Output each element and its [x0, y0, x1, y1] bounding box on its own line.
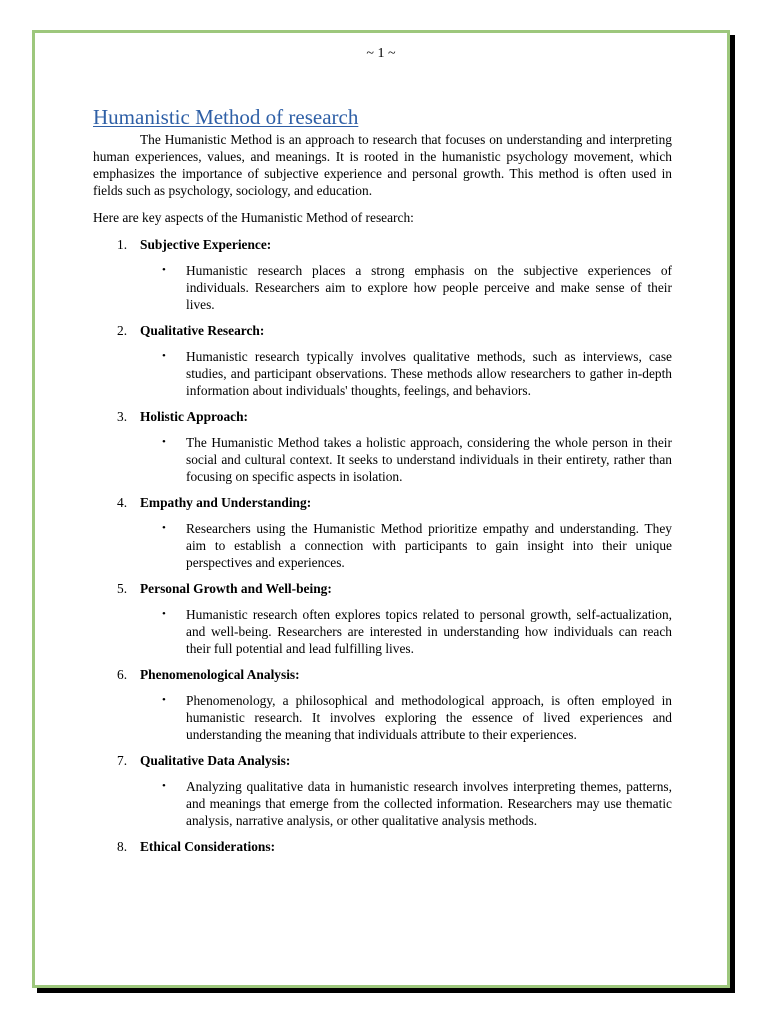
aspect-number: 1.: [117, 237, 128, 252]
aspect-item: [93, 752, 672, 829]
aspect-number: 7.: [117, 753, 128, 768]
bullet-text: Analyzing qualitative data in humanistic research involves interpreting themes, patterns, and meanings that emerge from the collected information. Researchers may use thematic analysis, narrative analysis, or other qualitative analysis methods.: [186, 779, 672, 828]
bullet-text: Researchers using the Humanistic Method prioritize empathy and understanding. They aim to establish a connection with participants to gain insight into their unique perspectives and experiences.: [186, 521, 672, 570]
bullet-item: [140, 778, 672, 829]
bullet-text: Humanistic research places a strong emphasis on the subjective experiences of individuals. Researchers aim to explore how people perceive and make sense of their lives.: [186, 263, 672, 312]
bullet-list: [140, 778, 672, 829]
bullet-text: Humanistic research often explores topics related to personal growth, self-actualization, and well-being. Researchers are interested in understanding how individuals can reach their full potential and lead fulfilling lives.: [186, 607, 672, 656]
bullet-text: Humanistic research typically involves qualitative methods, such as interviews, case studies, and participant observations. These methods allow researchers to gather in-depth information about individuals' thoughts, feelings, and behaviors.: [186, 349, 672, 398]
bullet-item: [140, 434, 672, 485]
page-number: ~ 1 ~: [366, 46, 396, 61]
bullet-item: [140, 692, 672, 743]
aspect-number: 2.: [117, 323, 128, 338]
aspect-number: 6.: [117, 667, 128, 682]
bullet-dot-icon: •: [162, 350, 166, 362]
bullet-dot-icon: •: [162, 694, 166, 706]
document-body: [93, 105, 672, 864]
bullet-dot-icon: •: [162, 264, 166, 276]
aspect-item: [93, 236, 672, 313]
bullet-text: Phenomenology, a philosophical and methodological approach, is often employed in humanistic research. It involves exploring the essence of lived experiences and understanding the meaning that individuals attribute to their experiences.: [186, 693, 672, 742]
bullet-item: [140, 606, 672, 657]
bullet-list: [140, 520, 672, 571]
bullet-list: [140, 434, 672, 485]
aspect-item: [93, 322, 672, 399]
aspects-list: [93, 236, 672, 855]
aspect-item: [93, 666, 672, 743]
aspect-title: Qualitative Research:: [140, 323, 265, 338]
bullet-item: [140, 348, 672, 399]
aspect-title: Phenomenological Analysis:: [140, 667, 300, 682]
aspect-number: 5.: [117, 581, 128, 596]
intro-paragraph: The Humanistic Method is an approach to research that focuses on understanding and interpreting human experiences, values, and meanings. It is rooted in the humanistic psychology movement, which emphasizes the importance of subjective experience and personal growth. This method is often used in fields such as psychology, sociology, and education.: [93, 132, 672, 198]
bullet-item: [140, 262, 672, 313]
aspect-title: Ethical Considerations:: [140, 839, 276, 854]
aspect-title: Qualitative Data Analysis:: [140, 753, 291, 768]
bullet-item: [140, 520, 672, 571]
bullet-list: [140, 606, 672, 657]
aspect-title: Personal Growth and Well-being:: [140, 581, 332, 596]
document-page: [32, 30, 730, 988]
bullet-text: The Humanistic Method takes a holistic approach, considering the whole person in their social and cultural context. It seeks to understand individuals in their entirety, rather than focusing on specific aspects in isolation.: [186, 435, 672, 484]
aspect-item: [93, 494, 672, 571]
bullet-dot-icon: •: [162, 780, 166, 792]
bullet-list: [140, 692, 672, 743]
aspect-number: 4.: [117, 495, 128, 510]
lead-paragraph: Here are key aspects of the Humanistic Method of research:: [93, 210, 414, 225]
aspect-title: Holistic Approach:: [140, 409, 249, 424]
bullet-dot-icon: •: [162, 522, 166, 534]
aspect-number: 3.: [117, 409, 128, 424]
aspect-title: Subjective Experience:: [140, 237, 272, 252]
document-title: Humanistic Method of research: [93, 105, 359, 129]
aspect-item: [93, 408, 672, 485]
aspect-number: 8.: [117, 839, 128, 854]
bullet-list: [140, 348, 672, 399]
bullet-dot-icon: •: [162, 436, 166, 448]
aspect-item: [93, 838, 672, 855]
bullet-list: [140, 262, 672, 313]
aspect-item: [93, 580, 672, 657]
bullet-dot-icon: •: [162, 608, 166, 620]
aspect-title: Empathy and Understanding:: [140, 495, 312, 510]
